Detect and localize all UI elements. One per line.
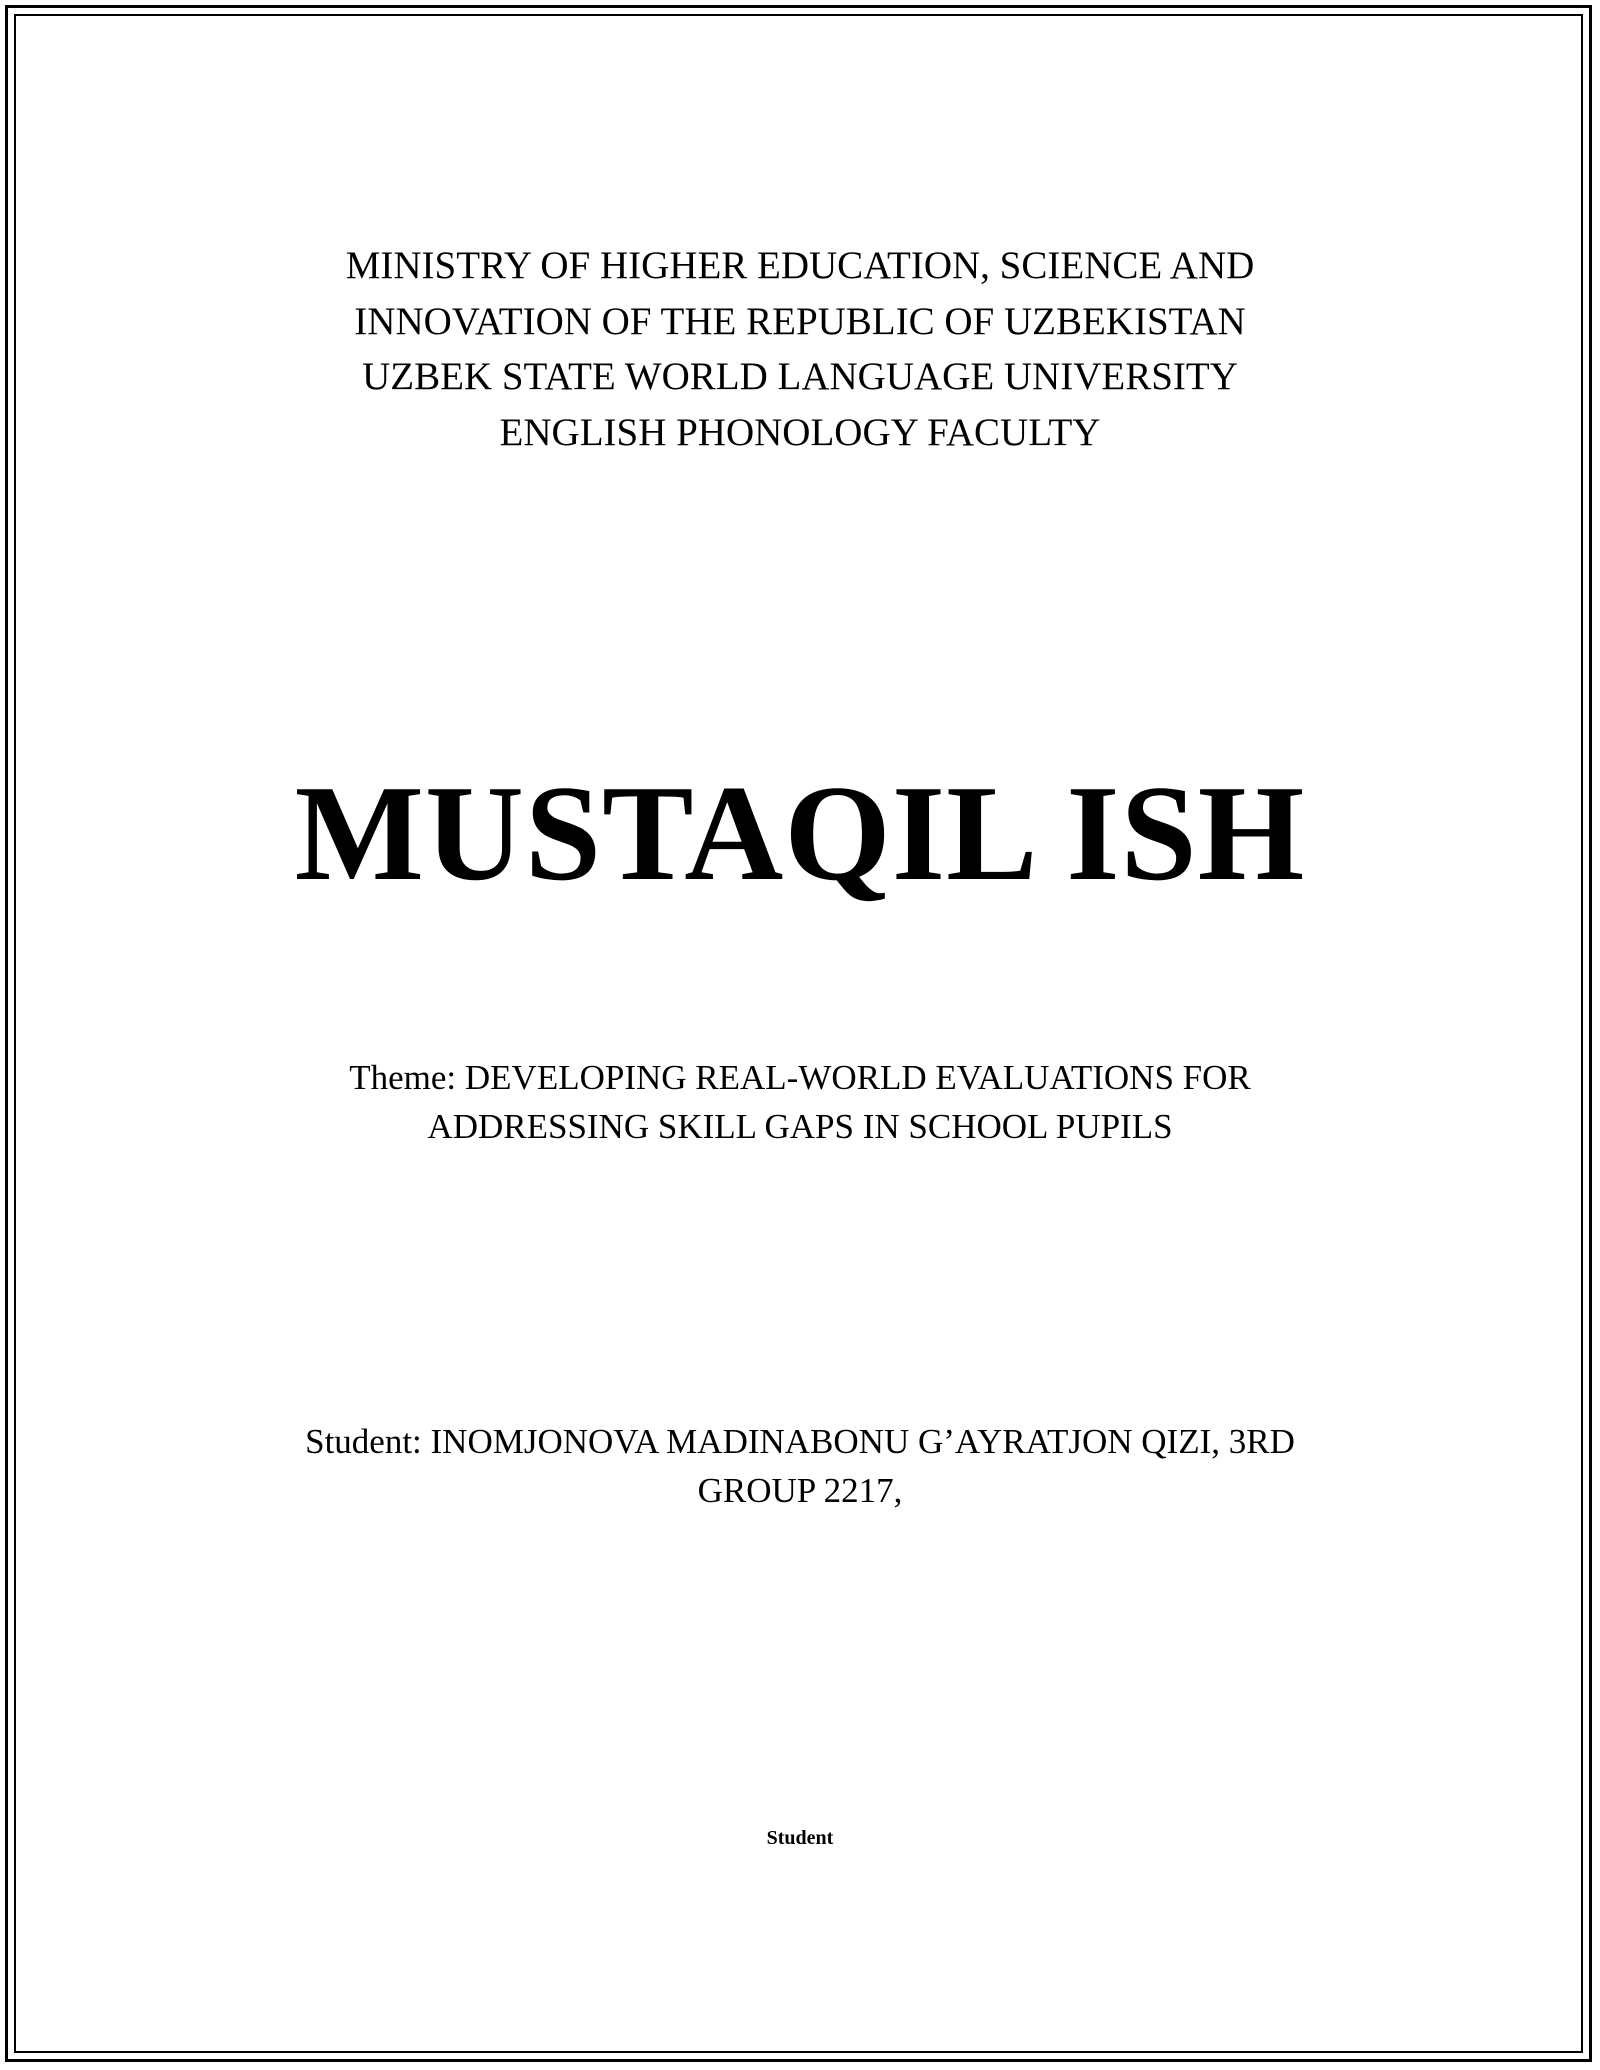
footer-student-label: Student	[766, 1827, 834, 1849]
header-line-faculty: ENGLISH PHONOLOGY FACULTY	[499, 410, 1101, 454]
theme-line-2: ADDRESSING SKILL GAPS IN SCHOOL PUPILS	[427, 1107, 1173, 1146]
student-info	[0, 1417, 1600, 1515]
header-line-university: UZBEK STATE WORLD LANGUAGE UNIVERSITY	[362, 355, 1238, 398]
student-line-2: GROUP 2217,	[697, 1471, 903, 1510]
institution-header	[0, 238, 1600, 460]
theme-line-1: Theme: DEVELOPING REAL-WORLD EVALUATIONS FOR	[349, 1058, 1251, 1097]
header-line-republic: INNOVATION OF THE REPUBLIC OF UZBEKISTAN	[354, 299, 1246, 343]
student-line-1: Student: INOMJONOVA MADINABONU G’AYRATJON QIZI, 3RD	[305, 1422, 1295, 1461]
theme-block	[0, 1053, 1600, 1151]
header-line-ministry: MINISTRY OF HIGHER EDUCATION, SCIENCE AND	[345, 244, 1255, 287]
document-title: MUSTAQIL ISH	[294, 757, 1306, 909]
